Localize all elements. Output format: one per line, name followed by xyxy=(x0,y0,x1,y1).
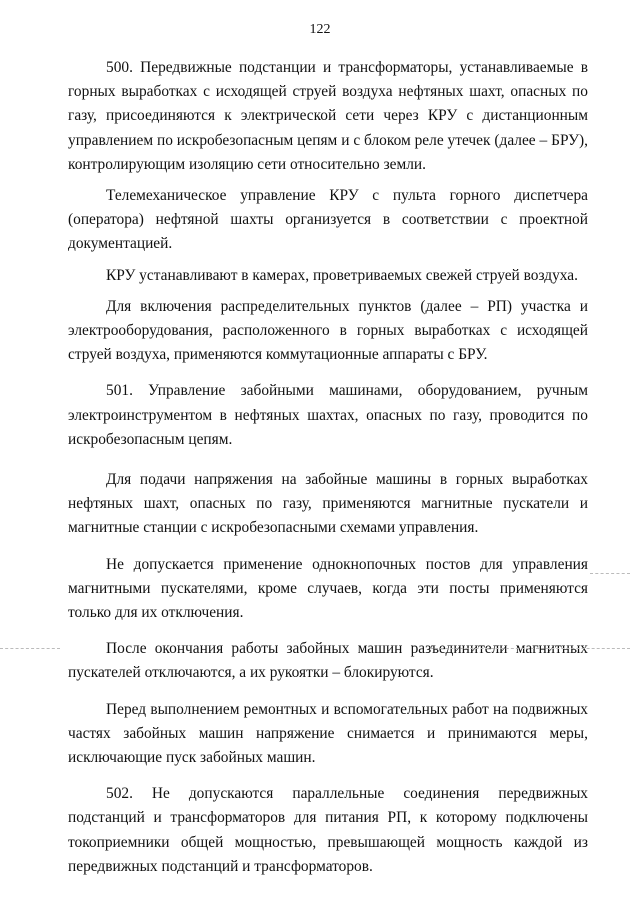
paragraph-magnetic-starters: Для подачи напряжения на забойные машины в горных выработках нефтяных шахт, опасных по газу, применяются магнитные пускатели и магнитные станции с искробезопасными схемами управления. xyxy=(68,471,588,537)
scan-artifact-line xyxy=(430,648,630,649)
paragraph-disconnectors: После окончания работы забойных машин разъединители магнитных пускателей отключаются, а их рукоятки – блокируются. xyxy=(68,640,588,682)
paragraph-rp-switching: Для включения распределительных пунктов (далее – РП) участка и электрооборудования, расположенного в горных выработках с исходящей струей воздуха, применяются коммутационные аппараты с БРУ. xyxy=(68,297,588,364)
paragraph-502: 502. Не допускаются параллельные соединения передвижных подстанций и трансформаторов для питания РП, к которому подключены токоприемники общей мощностью, превышающей мощность каждой из передвижных подстанций и трансформаторов. xyxy=(68,785,588,875)
document-body xyxy=(68,56,588,879)
scan-artifact-line xyxy=(590,573,630,574)
paragraph-repair-works: Перед выполнением ремонтных и вспомогательных работ на подвижных частях забойных машин напряжение снимается и принимаются меры, исключающие пуск забойных машин. xyxy=(68,700,588,767)
paragraph-501: 501. Управление забойными машинами, оборудованием, ручным электроинструментом в нефтяных шахтах, опасных по газу, проводится по искробезопасным цепям. xyxy=(68,382,588,448)
paragraph-kru-chambers: КРУ устанавливают в камерах, проветриваемых свежей струей воздуха. xyxy=(106,266,578,284)
scan-artifact-line xyxy=(0,648,60,649)
paragraph-single-button-posts: Не допускается применение однокнопочных постов для управления магнитными пускателями, кроме случаев, когда эти посты применяются только для их отключения. xyxy=(68,555,588,622)
paragraph-500: 500. Передвижные подстанции и трансформаторы, устанавливаемые в горных выработках с исходящей струей воздуха нефтяных шахт, опасных по газу, присоединяются к электрической сети через КРУ с дистанционным управлением по искробезопасным цепям и с блоком реле утечек (далее – БРУ), контролирующим изоляцию сети относительно земли. xyxy=(68,59,588,173)
page-number: 122 xyxy=(309,22,331,37)
paragraph-telemechanical-control: Телемеханическое управление КРУ с пульта горного диспетчера (оператора) нефтяной шахты организуется в соответствии с проектной документацией. xyxy=(68,187,588,253)
